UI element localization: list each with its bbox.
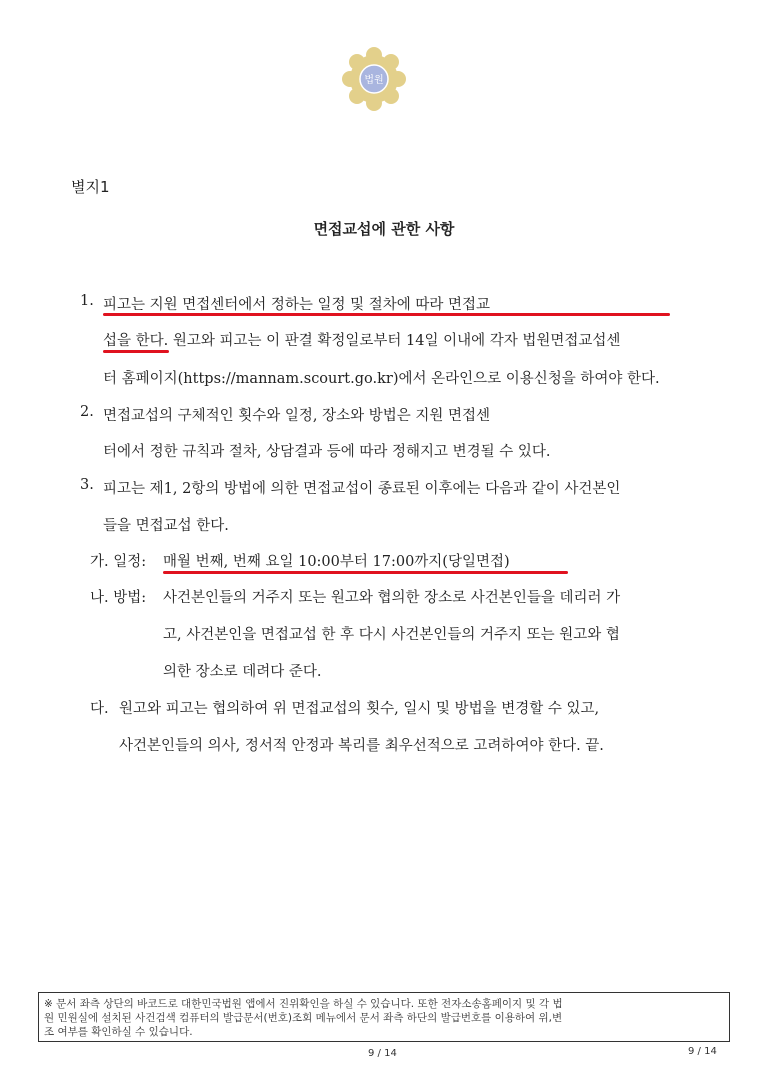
sub-na-line-1: 사건본인들의 거주지 또는 원고와 협의한 장소로 사건본인들을 데리러 가 [163, 590, 621, 606]
sub-da-line-2: 사건본인들의 의사, 정서적 안정과 복리를 최우선적으로 고려하여야 한다. 끝. [119, 738, 604, 754]
sub-na-line-2: 고, 사건본인을 면접교섭 한 후 다시 사건본인들의 거주지 또는 원고와 협 [163, 627, 620, 643]
sub-da-label: 다. [90, 701, 109, 717]
footer-notice-line-2: 원 민원실에 설치된 사건검색 컴퓨터의 발급문서(번호)조회 메뉴에서 문서 좌측 하단의 발급번호를 이용하여 위,변 [44, 1012, 563, 1024]
sub-ga-text: 매월 번째, 번째 요일 10:00부터 17:00까지(당일면접) [163, 554, 510, 570]
item-3-line-2: 들을 면접교섭 한다. [103, 518, 229, 534]
item-1-line-1: 피고는 지원 면접센터에서 정하는 일정 및 절차에 따라 면접교 [103, 297, 491, 313]
document-title: 면접교섭에 관한 사항 [313, 220, 455, 238]
item-3-line-1: 피고는 제1, 2항의 방법에 의한 면접교섭이 종료된 이후에는 다음과 같이 사건본인 [103, 481, 621, 497]
annex-label: 별지1 [71, 178, 110, 196]
item-1-line-2: 섭을 한다. 원고와 피고는 이 판결 확정일로부터 14일 이내에 각자 법원면접교섭센 [103, 333, 621, 349]
underline-schedule [163, 571, 568, 574]
item-2-line-2: 터에서 정한 규칙과 절차, 상담결과 등에 따라 정해지고 변경될 수 있다. [103, 444, 551, 460]
underline-item-1-b [103, 350, 169, 353]
item-1-number: 1. [80, 293, 94, 309]
sub-na-label: 나. 방법: [90, 590, 147, 606]
item-1-line-3: 터 홈페이지(https://mannam.scourt.go.kr)에서 온라인으로 이용신청을 하여야 한다. [103, 371, 660, 387]
seal-text: 법원 [364, 75, 384, 86]
footer-notice-line-3: 조 여부를 확인하실 수 있습니다. [44, 1026, 193, 1038]
sub-ga-label: 가. 일정: [90, 554, 147, 570]
page-number-center: 9 / 14 [368, 1048, 397, 1059]
sub-da-line-1: 원고와 피고는 협의하여 위 면접교섭의 횟수, 일시 및 방법을 변경할 수 있고, [119, 701, 600, 717]
sub-na-line-3: 의한 장소로 데려다 준다. [163, 664, 322, 680]
item-2-number: 2. [80, 404, 94, 420]
item-2-line-1: 면접교섭의 구체적인 횟수와 일정, 장소와 방법은 지원 면접센 [103, 408, 491, 424]
underline-item-1-a [103, 313, 670, 316]
footer-notice-line-1: ※ 문서 좌측 상단의 바코드로 대한민국법원 앱에서 진위확인을 하실 수 있습니다. 또한 전자소송홈페이지 및 각 법 [44, 998, 563, 1010]
item-3-number: 3. [80, 477, 94, 493]
page-number-right: 9 / 14 [688, 1046, 717, 1057]
